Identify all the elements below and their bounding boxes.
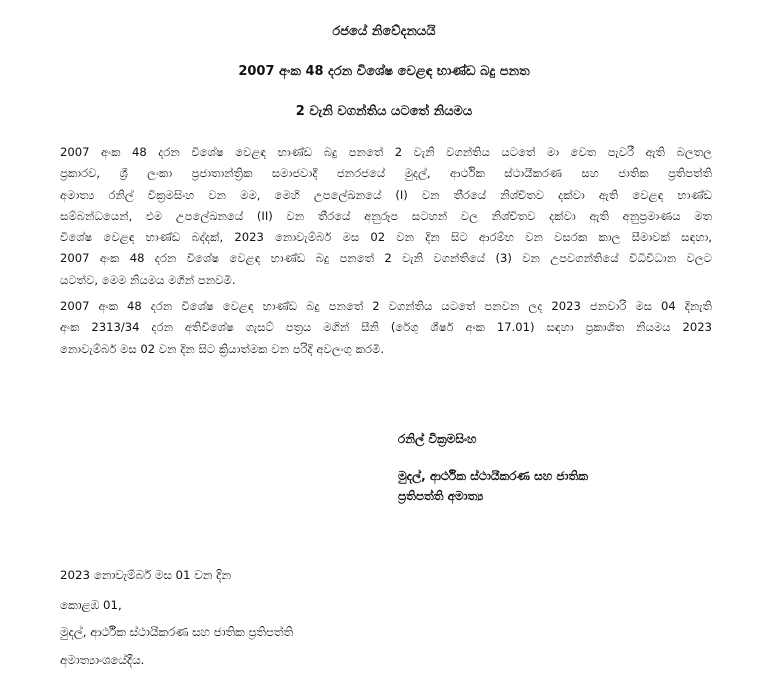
paragraph-line: යටත්ව, මෙම නියමය මගින් පනවමි. <box>60 272 236 287</box>
paragraph-line: 2007 අංක 48 දරන විශේෂ වෙළඳ භාණ්ඩ බදු පනතේ 2 වැනි වගන්තිය යටතේ මා වෙත පැවරී ඇති බලතල <box>60 145 712 159</box>
paragraph-line: ප්‍රකාරව, ශ්‍රී ලංකා ප්‍රජාතාන්ත්‍රික සමාජවාදී ජනරජයේ මුදල්, ආර්ථික ස්ථායීකරණ සහ ජාතික ප්‍රතිපත්ති <box>60 166 712 181</box>
paragraph-line: සම්බන්ධයෙන්, එම උපලේඛනයේ (II) වන තීරයේ අනුරූප සටහන් වල නිශ්චිතව දක්වා ඇති අනුප්‍රමාණය මත <box>60 208 712 223</box>
paragraph-line: අමාත්‍ය රනිල් වික්‍රමසිංහ වන මම, මෙහි උපලේඛනයේ (I) වන තීරයේ නිශ්චිතව දක්වා ඇති වෙළඳ භාණ්ඩ <box>60 187 712 202</box>
issuing-office-line: අමාත්‍යාංශයේදීය. <box>60 653 145 667</box>
paragraph-line: නොවැම්බර් මස 02 වන දින සිට ක්‍රියාත්මක වන පරිදි අවලංගු කරමි. <box>60 341 385 356</box>
act-title: 2007 අංක 48 දරන විශේෂ වෙළඳ භාණ්ඩ බදු පනත <box>238 64 530 79</box>
paragraph-line: විශේෂ වෙළඳ භාණ්ඩ බද්දක්, 2023 නොවැම්බර් මස 02 වන දින සිට ආරම්භ වන වසරක කාල සීමාවක් සඳහා, <box>60 230 712 245</box>
paragraph-line: 2007 අංක 48 දරන විශේෂ වෙළඳ භාණ්ඩ බදු පනතේ 2 වැනි වගන්තියේ (3) වන උපවගන්තියේ විධිවිධාන වලට <box>60 251 712 266</box>
paragraph-order <box>60 142 712 291</box>
document-title: රජයේ නිවේදනයයි <box>332 24 436 39</box>
paragraph-line: අංක 2313/34 දරන අතිවිශේෂ ගැසට් පත්‍රය මගින් සීනි (රේගු ශීර්ෂ අංක 17.01) සඳහා ප්‍රකාශිත නියමය 2023 <box>60 320 712 335</box>
issue-place: කොළඹ 01, <box>60 598 122 612</box>
signatory-title-line: ප්‍රතිපත්ති අමාත්‍ය <box>398 489 484 503</box>
signatory-title-line: මුදල්, ආර්ථික ස්ථායීකරණ සහ ජාතික <box>398 469 588 483</box>
issue-date: 2023 නොවැම්බර් මස 01 වන දින <box>60 568 231 582</box>
issuing-office-line: මුදල්, ආර්ථික ස්ථායීකරණ සහ ජාතික ප්‍රතිපත්ති <box>60 625 294 639</box>
paragraph-line: 2007 අංක 48 දරන විශේෂ වෙළඳ භාණ්ඩ බදු පනතේ 2 වගන්තිය යටතේ පනවන ලද 2023 ජනවාරි මස 04 දිනැති <box>60 299 712 313</box>
paragraph-revocation <box>60 296 712 360</box>
signatory-name: රනිල් වික්‍රමසිංහ <box>398 432 477 446</box>
section-title: 2 වැනි වගන්තිය යටතේ නියමය <box>295 104 473 119</box>
